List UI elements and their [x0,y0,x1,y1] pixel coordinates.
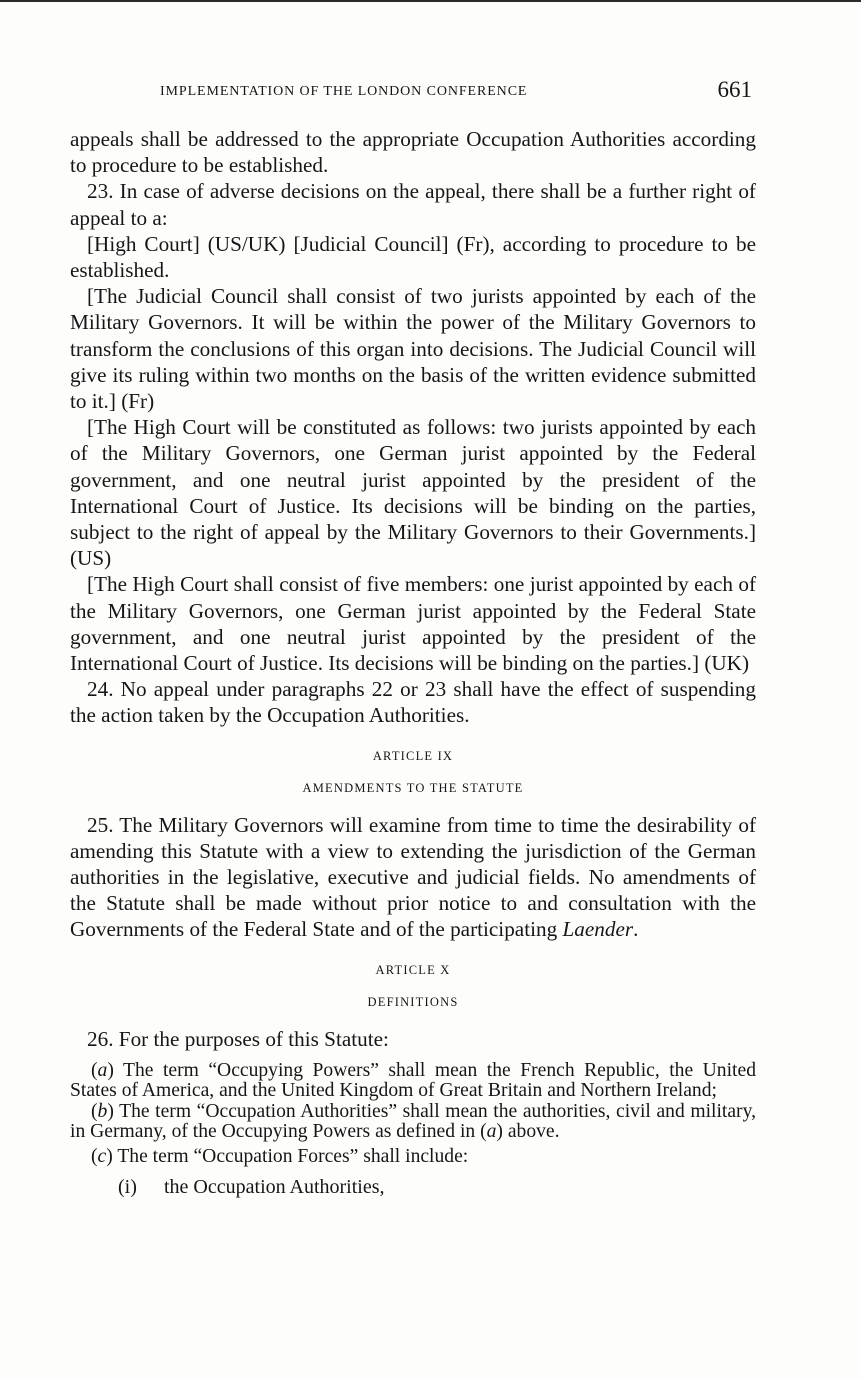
definition-subitem-i [118,1175,756,1199]
page-body [70,126,756,1199]
paragraph-22-continued: appeals shall be addressed to the appropriate Occupation Authorities according to procedure to be established. [70,127,756,178]
paragraph-24: 24. No appeal under paragraphs 22 or 23 shall have the effect of suspending the action taken by the Occupation Authorities. [70,677,756,728]
scan-top-edge [0,0,861,2]
paragraph-25 [70,812,756,943]
french-option-paragraph: [The Judicial Council shall consist of two jurists appointed by each of the Military Governors. It will be within the power of the Military Governors to transform the conclusions of this organ into decisions. The Judicial Council will give its ruling within two months on the basis of the written evidence submitted to it.] (Fr) [70,284,756,414]
paragraph-26: 26. For the purposes of this Statute: [87,1026,389,1051]
item-b-text: The term “Occupation Authorities” shall mean the authorities, civil and military, in Germany, of the Occupying Powers as defined in ( [70,1100,756,1143]
paragraph-23: 23. In case of adverse decisions on the appeal, there shall be a further right of appeal to a: [70,179,756,230]
paragraph-23-options: [High Court] (US/UK) [Judicial Council] (Fr), according to procedure to be established. [70,231,756,283]
us-option-paragraph: [The High Court will be constituted as follows: two jurists appointed by each of the Military Governors, one German jurist appointed by the Federal government, and one neutral jurist appointed by the president of the International Court of Justice. Its decisions will be binding on the parties, subject to the right of appeal by the Military Governors to their Governments.] (US) [70,415,756,571]
definition-item-a: (a) The term “Occupying Powers” shall mean the French Republic, the United States of America, and the United Kingdom of Great Britain and Northern Ireland; [70,1059,756,1102]
item-b-reference: a [486,1121,497,1143]
article-10-label: ARTICLE X [375,962,451,977]
paragraph-25-text: 25. The Military Governors will examine from time to time the desirability of amending this Statute with a view to extending the jurisdiction of the German authorities in the legislative, executive and judicial fields. No amendments of the Statute shall be made without prior notice to and consultation with the Governments of the Federal State and of the participating [70,812,756,942]
definition-item-b: (b) The term “Occupation Authorities” shall mean the authorities, civil and military, in Germany, of the Occupying Powers as defined in (a) above. [70,1100,756,1143]
item-c-text: The term “Occupation Forces” shall include: [117,1145,469,1167]
uk-option-paragraph: [The High Court shall consist of five members: one jurist appointed by each of the Military Governors, one German jurist appointed by the Federal State government, and one neutral jurist appointed by the president of the International Court of Justice. Its decisions will be binding on the parties.] (UK) [70,572,756,676]
item-a-text: The term “Occupying Powers” shall mean the French Republic, the United States of America, and the United Kingdom of Great Britain and Northern Ireland; [70,1059,756,1102]
laender-word: Laender [562,917,634,942]
article-9-label: ARTICLE IX [372,748,454,763]
subitem-i-text: the Occupation Authorities, [164,1175,385,1198]
item-b-text-end: ) above. [496,1121,560,1143]
item-b-letter: b [97,1100,108,1122]
subitem-numeral: (i) [118,1175,137,1198]
article-10-title: DEFINITIONS [367,994,459,1009]
item-a-letter: a [97,1059,108,1081]
paragraph-25-end: . [633,917,639,942]
page-header [160,77,760,110]
article-9-title: AMENDMENTS TO THE STATUTE [302,780,524,795]
item-c-letter: c [97,1145,107,1167]
running-title: IMPLEMENTATION OF THE LONDON CONFERENCE [160,84,528,99]
page-number: 661 [717,77,752,102]
definition-item-c: (c) The term “Occupation Forces” shall include: [91,1145,469,1167]
